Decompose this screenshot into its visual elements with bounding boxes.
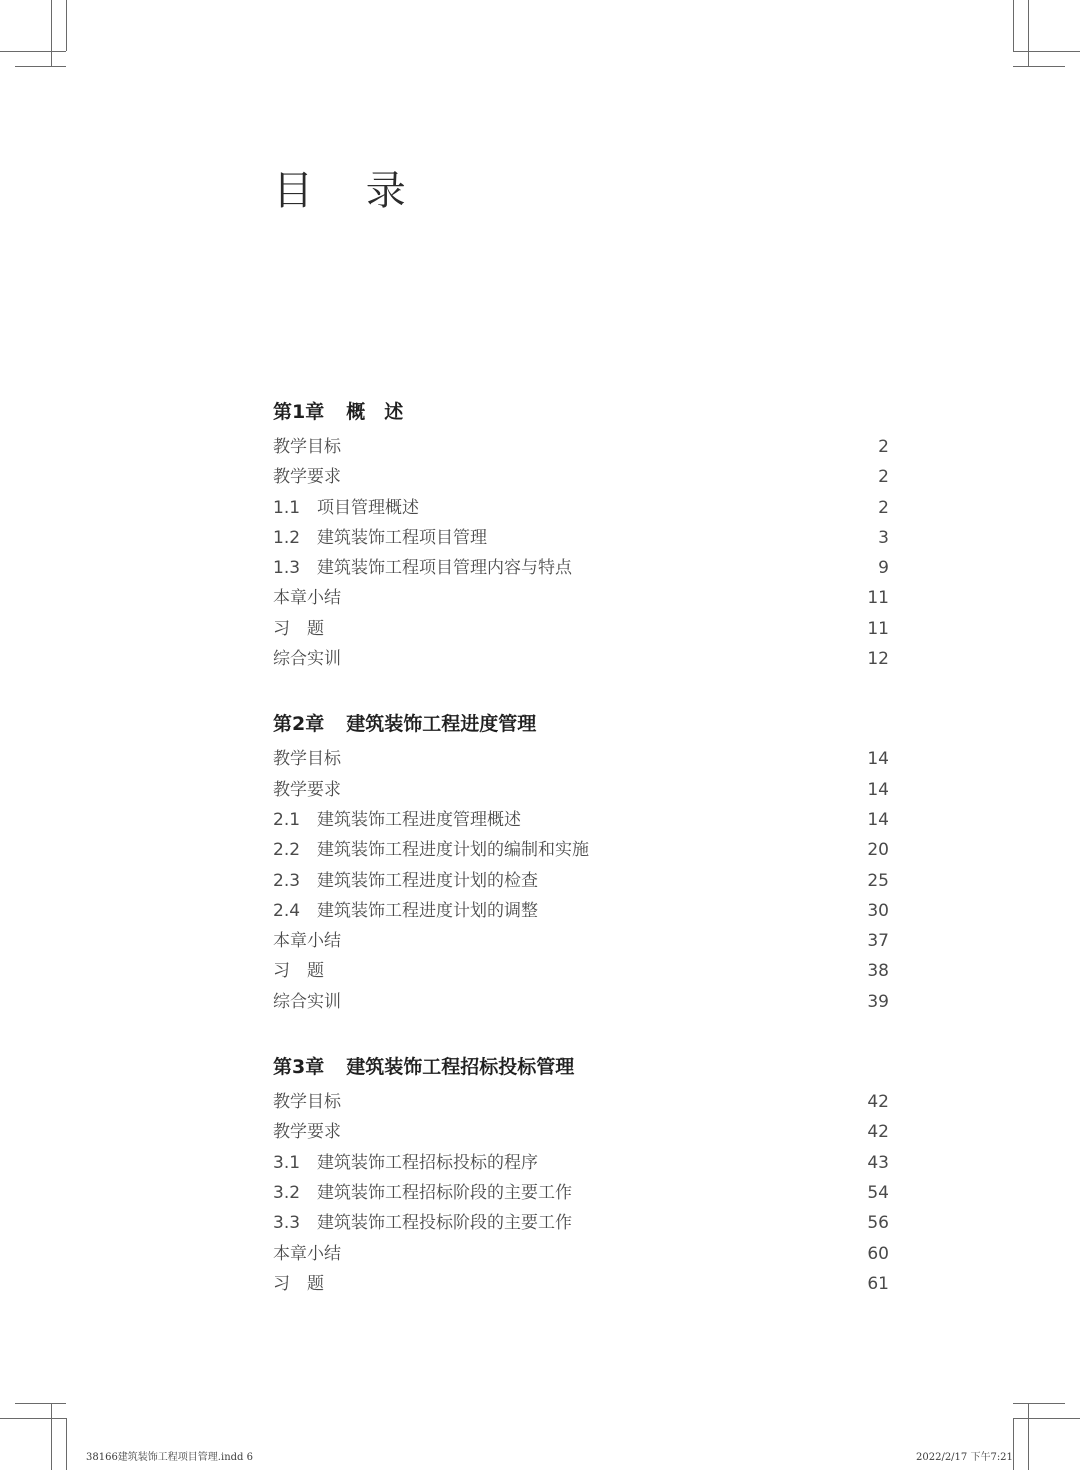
toc-entry-label: [273, 1148, 538, 1178]
toc-entry[interactable]: [273, 553, 889, 583]
entry-title: 教学要求: [273, 1122, 341, 1143]
page-title: 目 录: [273, 168, 426, 214]
page-number: 42: [867, 1122, 889, 1143]
entry-title: 建筑装饰工程招标投标的程序: [317, 1152, 538, 1173]
page-number: 14: [867, 779, 889, 800]
chapter-name: 概 述: [346, 401, 404, 423]
toc-entry[interactable]: [273, 744, 889, 774]
toc-entry-label: [273, 835, 589, 865]
section-number: 2.2: [273, 840, 301, 861]
toc-entry[interactable]: [273, 926, 889, 956]
entry-title: 习 题: [273, 618, 324, 639]
slug-file-info: 38166建筑装饰工程项目管理.indd 6: [86, 1452, 253, 1463]
chapter-heading[interactable]: [273, 394, 889, 430]
page-number: 39: [867, 991, 889, 1012]
page-number: 43: [867, 1152, 889, 1173]
toc-entry-label: [273, 462, 341, 492]
entry-title: 建筑装饰工程进度管理概述: [317, 809, 521, 830]
toc-entry[interactable]: [273, 866, 889, 896]
page-number: 11: [867, 588, 889, 609]
toc-entry-label: [273, 583, 341, 613]
chapter-number: 第3章: [273, 1056, 325, 1079]
chapter-number: 第1章: [273, 401, 325, 423]
page-number: 30: [867, 900, 889, 921]
toc-entry-label: [273, 1117, 341, 1147]
page-number: 11: [867, 618, 889, 639]
toc-entry-label: [273, 866, 538, 896]
crop-mark: [51, 1403, 52, 1470]
page-number: 60: [867, 1243, 889, 1264]
entry-title: 本章小结: [273, 1243, 341, 1264]
page-number: 37: [867, 931, 889, 952]
toc-entry-label: [273, 523, 487, 553]
entry-title: 建筑装饰工程项目管理: [317, 527, 487, 548]
toc-entry[interactable]: [273, 1269, 889, 1299]
toc-entry[interactable]: [273, 644, 889, 674]
toc-entry-label: [273, 1239, 341, 1269]
toc-entry-label: [273, 775, 341, 805]
entry-title: 综合实训: [273, 991, 341, 1012]
chapter-number: 第2章: [273, 713, 325, 736]
crop-mark: [66, 0, 67, 51]
toc-entry-label: [273, 744, 341, 774]
entry-title: 综合实训: [273, 649, 341, 670]
crop-mark: [0, 51, 66, 52]
toc-entry[interactable]: [273, 805, 889, 835]
entry-title: 教学要求: [273, 467, 341, 488]
page-number: 25: [867, 870, 889, 891]
toc-entry-label: [273, 614, 324, 644]
toc-entry[interactable]: [273, 432, 889, 462]
table-of-contents: [273, 394, 889, 1331]
toc-entry-label: [273, 493, 419, 523]
toc-entry[interactable]: [273, 1208, 889, 1238]
entry-title: 建筑装饰工程进度计划的检查: [317, 870, 538, 891]
entry-title: 教学目标: [273, 749, 341, 770]
crop-mark: [15, 66, 66, 67]
entry-title: 教学目标: [273, 1092, 341, 1113]
toc-entry[interactable]: [273, 896, 889, 926]
toc-entry[interactable]: [273, 1178, 889, 1208]
toc-entry-label: [273, 644, 341, 674]
chapter-name: 建筑装饰工程招标投标管理: [346, 1056, 575, 1079]
toc-entry-label: [273, 956, 324, 986]
crop-mark: [1028, 1403, 1029, 1470]
chapter-heading[interactable]: [273, 1049, 889, 1085]
entry-title: 教学要求: [273, 779, 341, 800]
page-number: 42: [867, 1092, 889, 1113]
toc-entry-label: [273, 1269, 324, 1299]
page-number: 61: [867, 1273, 889, 1294]
toc-entry-label: [273, 987, 341, 1017]
crop-mark: [1013, 51, 1080, 52]
toc-entry[interactable]: [273, 614, 889, 644]
toc-entry-label: [273, 896, 538, 926]
page-number: 9: [878, 558, 889, 579]
section-number: 1.3: [273, 558, 301, 579]
crop-mark: [1013, 1403, 1065, 1404]
toc-entry[interactable]: [273, 1148, 889, 1178]
section-number: 3.3: [273, 1213, 301, 1234]
crop-mark: [66, 1418, 67, 1470]
section-number: 1.2: [273, 527, 301, 548]
toc-entry-label: [273, 1178, 572, 1208]
page-number: 14: [867, 809, 889, 830]
toc-entry[interactable]: [273, 1087, 889, 1117]
section-number: 3.1: [273, 1152, 301, 1173]
crop-mark: [1013, 66, 1065, 67]
crop-mark: [1028, 0, 1029, 67]
toc-entry[interactable]: [273, 493, 889, 523]
toc-entry[interactable]: [273, 775, 889, 805]
section-number: 3.2: [273, 1182, 301, 1203]
slug-datetime: 2022/2/17 下午7:21: [916, 1452, 1013, 1463]
toc-entry[interactable]: [273, 1117, 889, 1147]
toc-entry-label: [273, 926, 341, 956]
entry-title: 建筑装饰工程投标阶段的主要工作: [317, 1213, 572, 1234]
toc-entry-label: [273, 1087, 341, 1117]
entry-title: 习 题: [273, 961, 324, 982]
entry-title: 建筑装饰工程项目管理内容与特点: [317, 558, 572, 579]
toc-entry[interactable]: [273, 987, 889, 1017]
entry-title: 建筑装饰工程招标阶段的主要工作: [317, 1182, 572, 1203]
entry-title: 本章小结: [273, 931, 341, 952]
entry-title: 建筑装饰工程进度计划的调整: [317, 900, 538, 921]
chapter-block: [273, 1049, 889, 1299]
entry-title: 本章小结: [273, 588, 341, 609]
crop-mark: [51, 0, 52, 67]
toc-entry-label: [273, 1208, 572, 1238]
section-number: 1.1: [273, 497, 301, 518]
toc-entry-label: [273, 553, 572, 583]
section-number: 2.3: [273, 870, 301, 891]
crop-mark: [0, 1418, 66, 1419]
page-number: 56: [867, 1213, 889, 1234]
entry-title: 建筑装饰工程进度计划的编制和实施: [317, 840, 589, 861]
chapter-block: [273, 394, 889, 674]
toc-entry[interactable]: [273, 835, 889, 865]
page-number: 12: [867, 649, 889, 670]
page-number: 2: [878, 497, 889, 518]
toc-entry[interactable]: [273, 462, 889, 492]
entry-title: 项目管理概述: [317, 497, 419, 518]
section-number: 2.1: [273, 809, 301, 830]
page-number: 2: [878, 467, 889, 488]
crop-mark: [1013, 1418, 1014, 1470]
toc-entry[interactable]: [273, 523, 889, 553]
toc-entry[interactable]: [273, 1239, 889, 1269]
toc-entry-label: [273, 805, 521, 835]
crop-mark: [15, 1403, 66, 1404]
entry-title: 教学目标: [273, 437, 341, 457]
page-number: 38: [867, 961, 889, 982]
chapter-heading[interactable]: [273, 706, 889, 742]
page-number: 54: [867, 1182, 889, 1203]
page-number: 3: [878, 527, 889, 548]
page-number: 14: [867, 749, 889, 770]
crop-mark: [1013, 0, 1014, 51]
chapter-block: [273, 706, 889, 1017]
chapter-name: 建筑装饰工程进度管理: [346, 713, 537, 736]
toc-entry[interactable]: [273, 956, 889, 986]
entry-title: 习 题: [273, 1273, 324, 1294]
section-number: 2.4: [273, 900, 301, 921]
page-number: 2: [878, 437, 889, 457]
toc-entry[interactable]: [273, 583, 889, 613]
toc-entry-label: [273, 432, 341, 462]
crop-mark: [1013, 1418, 1080, 1419]
page-number: 20: [867, 840, 889, 861]
